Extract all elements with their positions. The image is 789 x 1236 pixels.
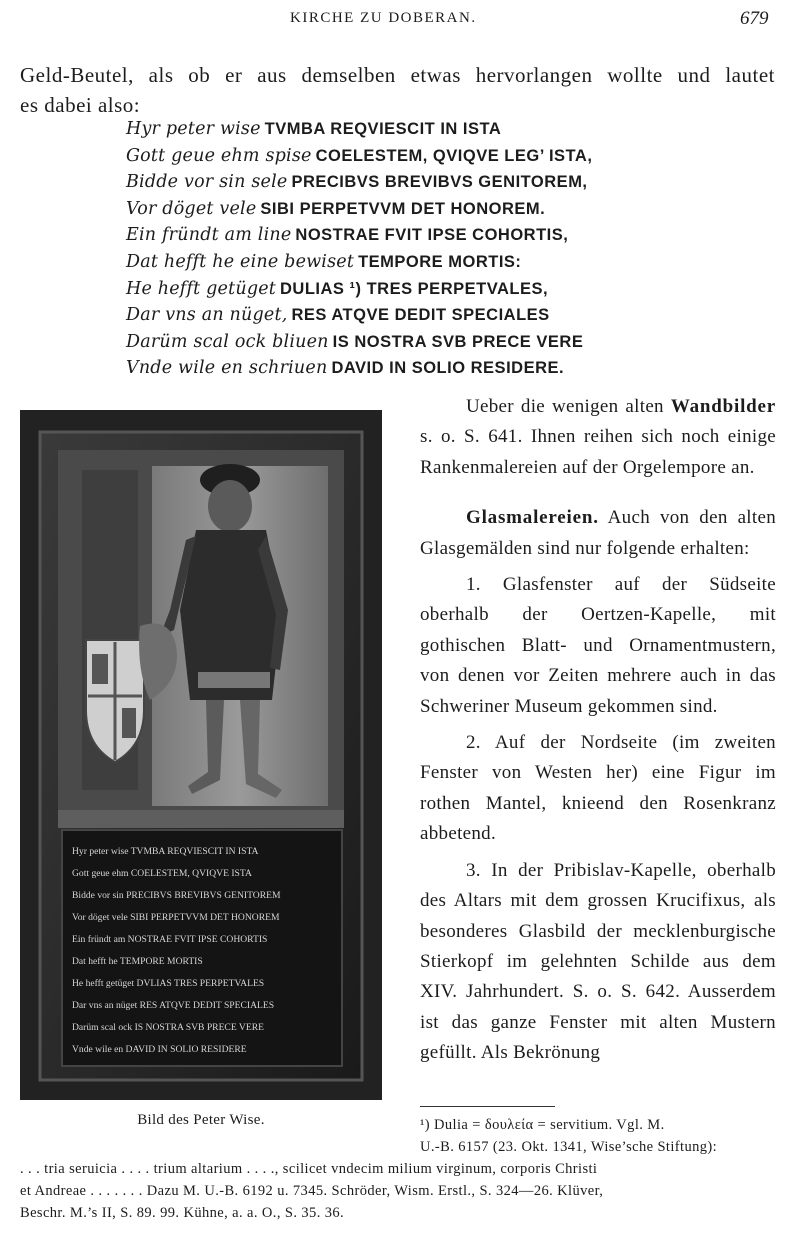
paragraph-wandbilder: Ueber die wenigen alten Wandbilder s. o. S. 641. Ihnen reihen sich noch einige Rankenmalereien auf der Orgelempore an. [420,396,776,478]
running-title: KIRCHE ZU DOBERAN. [290,10,477,26]
intro-line: Geld-Beutel, als ob er aus demselben etwas hervorlangen wollte und lautet [20,63,775,87]
verse-gothic: Vnde wile en schriuen [126,358,328,379]
figure-caption: Bild des Peter Wise. [137,1112,265,1128]
plate-text-line: Darüm scal ock IS NOSTRA SVB PRECE VERE [72,1022,264,1033]
verse-gothic: Ein fründt am line [126,225,292,246]
verse-line [126,355,746,382]
verse-latin: TVMBA REQVIESCIT IN ISTA [264,120,502,138]
term-wandbilder: Wandbilder [670,396,776,417]
plate-text-line: Vnde wile en DAVID IN SOLIO RESIDERE [72,1044,247,1055]
verse-gothic: Bidde vor sin sele [126,172,288,193]
verse-latin: COELESTEM, QVIQVE LEG’ ISTA, [315,146,593,165]
plate-ledge [58,810,344,828]
verse-line [126,143,746,170]
verse-gothic: Dar vns an nüget, [126,305,288,326]
verse-line [126,302,746,329]
inscription-verse [126,116,746,382]
page-number: 679 [740,8,769,29]
verse-line [126,329,746,356]
plate-text-line: Dar vns an nüget RES ATQVE DEDIT SPECIALES [72,1000,275,1011]
plate-text-line: Ein fründt am NOSTRAE FVIT IPSE COHORTIS [72,934,268,945]
plate-text-line: Vor döget vele SIBI PERPETVVM DET HONOREM [72,912,280,923]
verse-latin: NOSTRAE FVIT IPSE COHORTIS, [295,226,569,245]
plate-text-line: Bidde vor sin PRECIBVS BREVIBVS GENITOREM [72,890,281,901]
intro-line: es dabei also: [20,93,141,117]
list-item-3: 3. In der Pribislav-Kapelle, oberhalb des Altars mit dem grossen Krucifixus, als besonderes Glasbild der mecklenburgische Stierkopf im gelehnten Schilde aus dem XIV. Jahrhundert. S. o. S. 642. Ausserdem ist das ganze Fenster mit alten Mustern gefüllt. Als Bekrönung [420,859,776,1064]
intro-paragraph [20,60,775,120]
verse-latin: DAVID IN SOLIO RESIDERE. [331,359,565,378]
footnote-line: et Andreae . . . . . . . Dazu M. U.-B. 6192 u. 7345. Schröder, Wism. Erstl., S. 324—26. Klüver, [20,1183,604,1199]
page-header [0,8,789,32]
paragraph-glasmalereien: Glasmalereien. Auch von den alten Glasgemälden sind nur folgende erhalten: [420,507,776,559]
body-column [420,392,776,1069]
list-item-1: 1. Glasfenster auf der Südseite oberhalb der Oertzen-Kapelle, mit gothischen Blatt- und Ornamentmustern, von denen vor Zeiten mehrere auch in das Schweriner Museum gekommen sind. [420,574,776,717]
plate-illustration [20,410,382,1100]
plate-text-line: Gott geue ehm COELESTEM, QVIQVE ISTA [72,868,252,879]
verse-line [126,196,746,223]
verse-latin: IS NOSTRA SVB PRECE VERE [332,332,584,351]
plate-text-line: Dat hefft he TEMPORE MORTIS [72,956,203,967]
verse-gothic: He hefft getüget [126,278,277,299]
verse-latin: PRECIBVS BREVIBVS GENITOREM, [291,173,588,192]
verse-latin: SIBI PERPETVVM DET HONOREM. [260,199,546,218]
verse-line [126,169,746,196]
verse-gothic: Hyr peter wise [126,119,261,139]
verse-gothic: Darüm scal ock bliuen [126,331,329,352]
verse-line [126,249,746,276]
plate-text-line: He hefft getüget DVLIAS TRES PERPETVALES [72,978,265,989]
footnote-line: . . . tria seruicia . . . . trium altarium . . . ., scilicet vndecim milium virginum, corporis Christi [20,1161,598,1177]
list-item-2: 2. Auf der Nordseite (im zweiten Fenster von Westen her) eine Figur im rothen Mantel, knieend den Rosenkranz abbetend. [420,732,776,845]
shield-charge [92,654,108,684]
belt [198,672,270,688]
footnote-line: ¹) Dulia = δουλεία = servitium. Vgl. M. [420,1117,665,1133]
verse-line [126,276,746,303]
term-glasmalereien: Glasmalereien. [466,507,599,529]
head [208,480,252,532]
verse-line [126,116,746,143]
footnote-line: Beschr. M.’s II, S. 89. 99. Kühne, a. a. O., S. 35. 36. [20,1205,345,1221]
verse-line [126,222,746,249]
verse-gothic: Gott geue ehm spise [126,145,312,166]
verse-gothic: Vor döget vele [126,198,257,219]
peter-wise-plate-photo [20,410,382,1100]
verse-latin: DULIAS ¹) TRES PERPETVALES, [280,279,549,298]
shield-charge [122,708,136,738]
verse-latin: TEMPORE MORTIS: [358,252,522,271]
verse-gothic: Dat hefft he eine bewiset [126,251,355,272]
footnote-line: U.-B. 6157 (23. Okt. 1341, Wise’sche Stiftung): [420,1139,718,1155]
footnote-rule [420,1106,555,1107]
verse-latin: RES ATQVE DEDIT SPECIALES [291,306,550,325]
plate-text-line: Hyr peter wise TVMBA REQVIESCIT IN ISTA [72,846,259,857]
